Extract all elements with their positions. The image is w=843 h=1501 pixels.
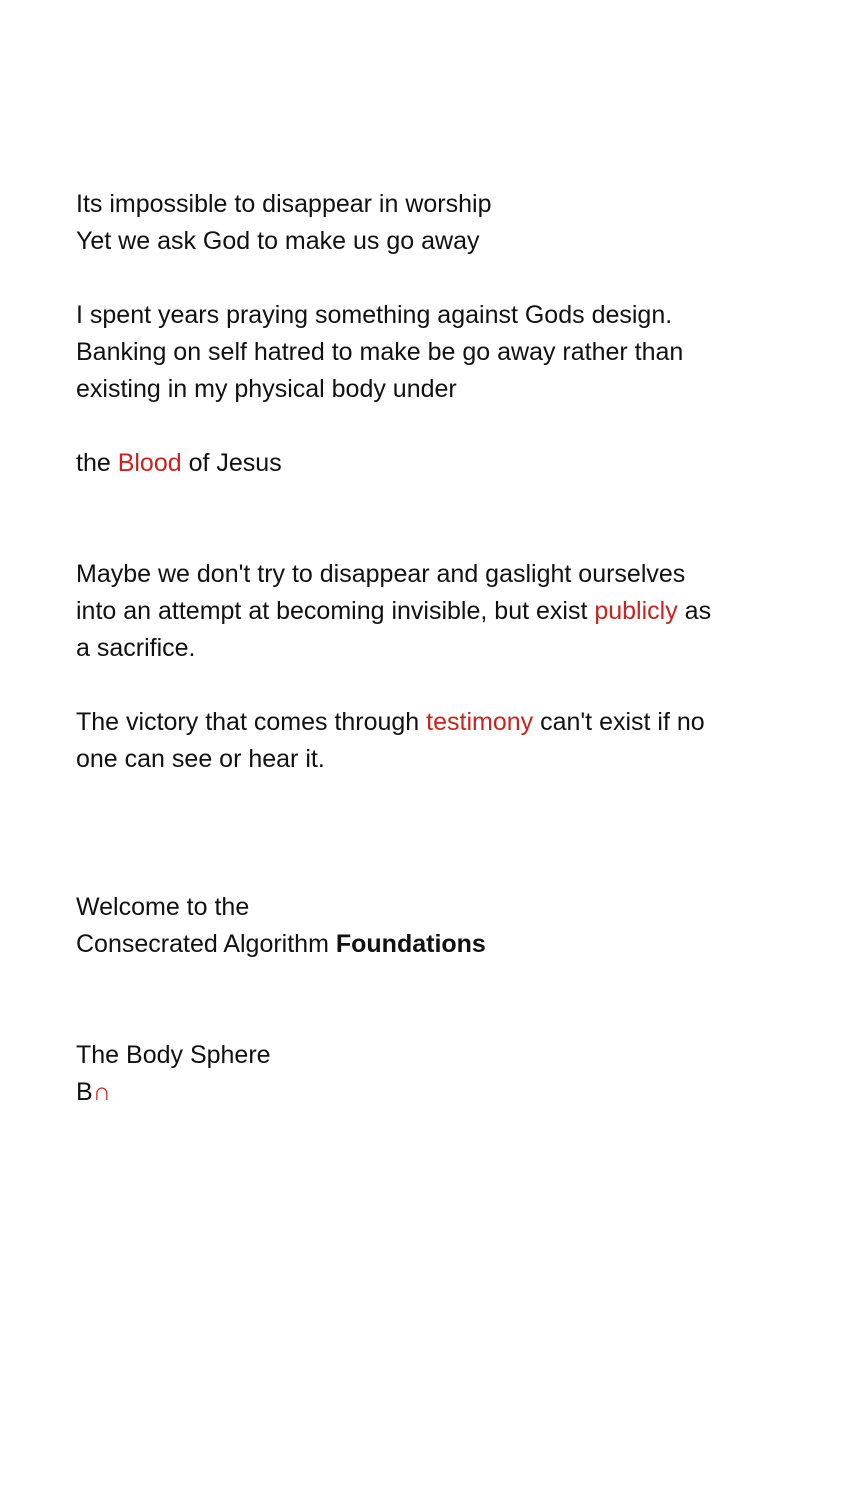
welcome-line2	[76, 926, 776, 963]
text-segment: as	[677, 597, 712, 625]
text-segment: the	[76, 449, 118, 477]
stanza5-line1	[76, 704, 776, 741]
spacer	[76, 778, 776, 889]
text-segment: Consecrated Algorithm	[76, 930, 336, 958]
highlight-testimony: testimony	[426, 708, 534, 736]
highlight-publicly: publicly	[594, 597, 678, 625]
text-segment: The victory that comes through	[76, 708, 427, 736]
spacer	[76, 260, 776, 297]
signature-logo	[76, 1074, 776, 1111]
stanza1-line2: Yet we ask God to make us go away	[76, 227, 480, 255]
text-segment: of Jesus	[181, 449, 282, 477]
stanza1-line1: Its impossible to disappear in worship	[76, 190, 492, 218]
spacer	[76, 408, 776, 445]
stanza4-line3: a sacrifice.	[76, 634, 196, 662]
stanza4-line2	[76, 593, 776, 630]
spacer	[76, 963, 776, 1037]
spacer	[76, 482, 776, 556]
stanza2-line1: I spent years praying something against Gods design.	[76, 301, 673, 329]
highlight-blood: Blood	[117, 449, 182, 477]
poem-body	[76, 186, 776, 1111]
stanza5-line2: one can see or hear it.	[76, 745, 325, 773]
stanza4-line1: Maybe we don't try to disappear and gaslight ourselves	[76, 560, 686, 588]
signature-name: The Body Sphere	[76, 1041, 271, 1069]
spacer	[76, 667, 776, 704]
welcome-line1: Welcome to the	[76, 893, 250, 921]
text-segment: can't exist if no	[533, 708, 705, 736]
stanza2-line2: Banking on self hatred to make be go away rather than	[76, 338, 684, 366]
stanza3-line	[76, 445, 776, 482]
arch-icon: ∩	[92, 1078, 111, 1106]
logo-letter: B	[76, 1078, 93, 1106]
foundations-label: Foundations	[335, 930, 486, 958]
stanza2-line3: existing in my physical body under	[76, 375, 457, 403]
text-segment: into an attempt at becoming invisible, but exist	[76, 597, 595, 625]
